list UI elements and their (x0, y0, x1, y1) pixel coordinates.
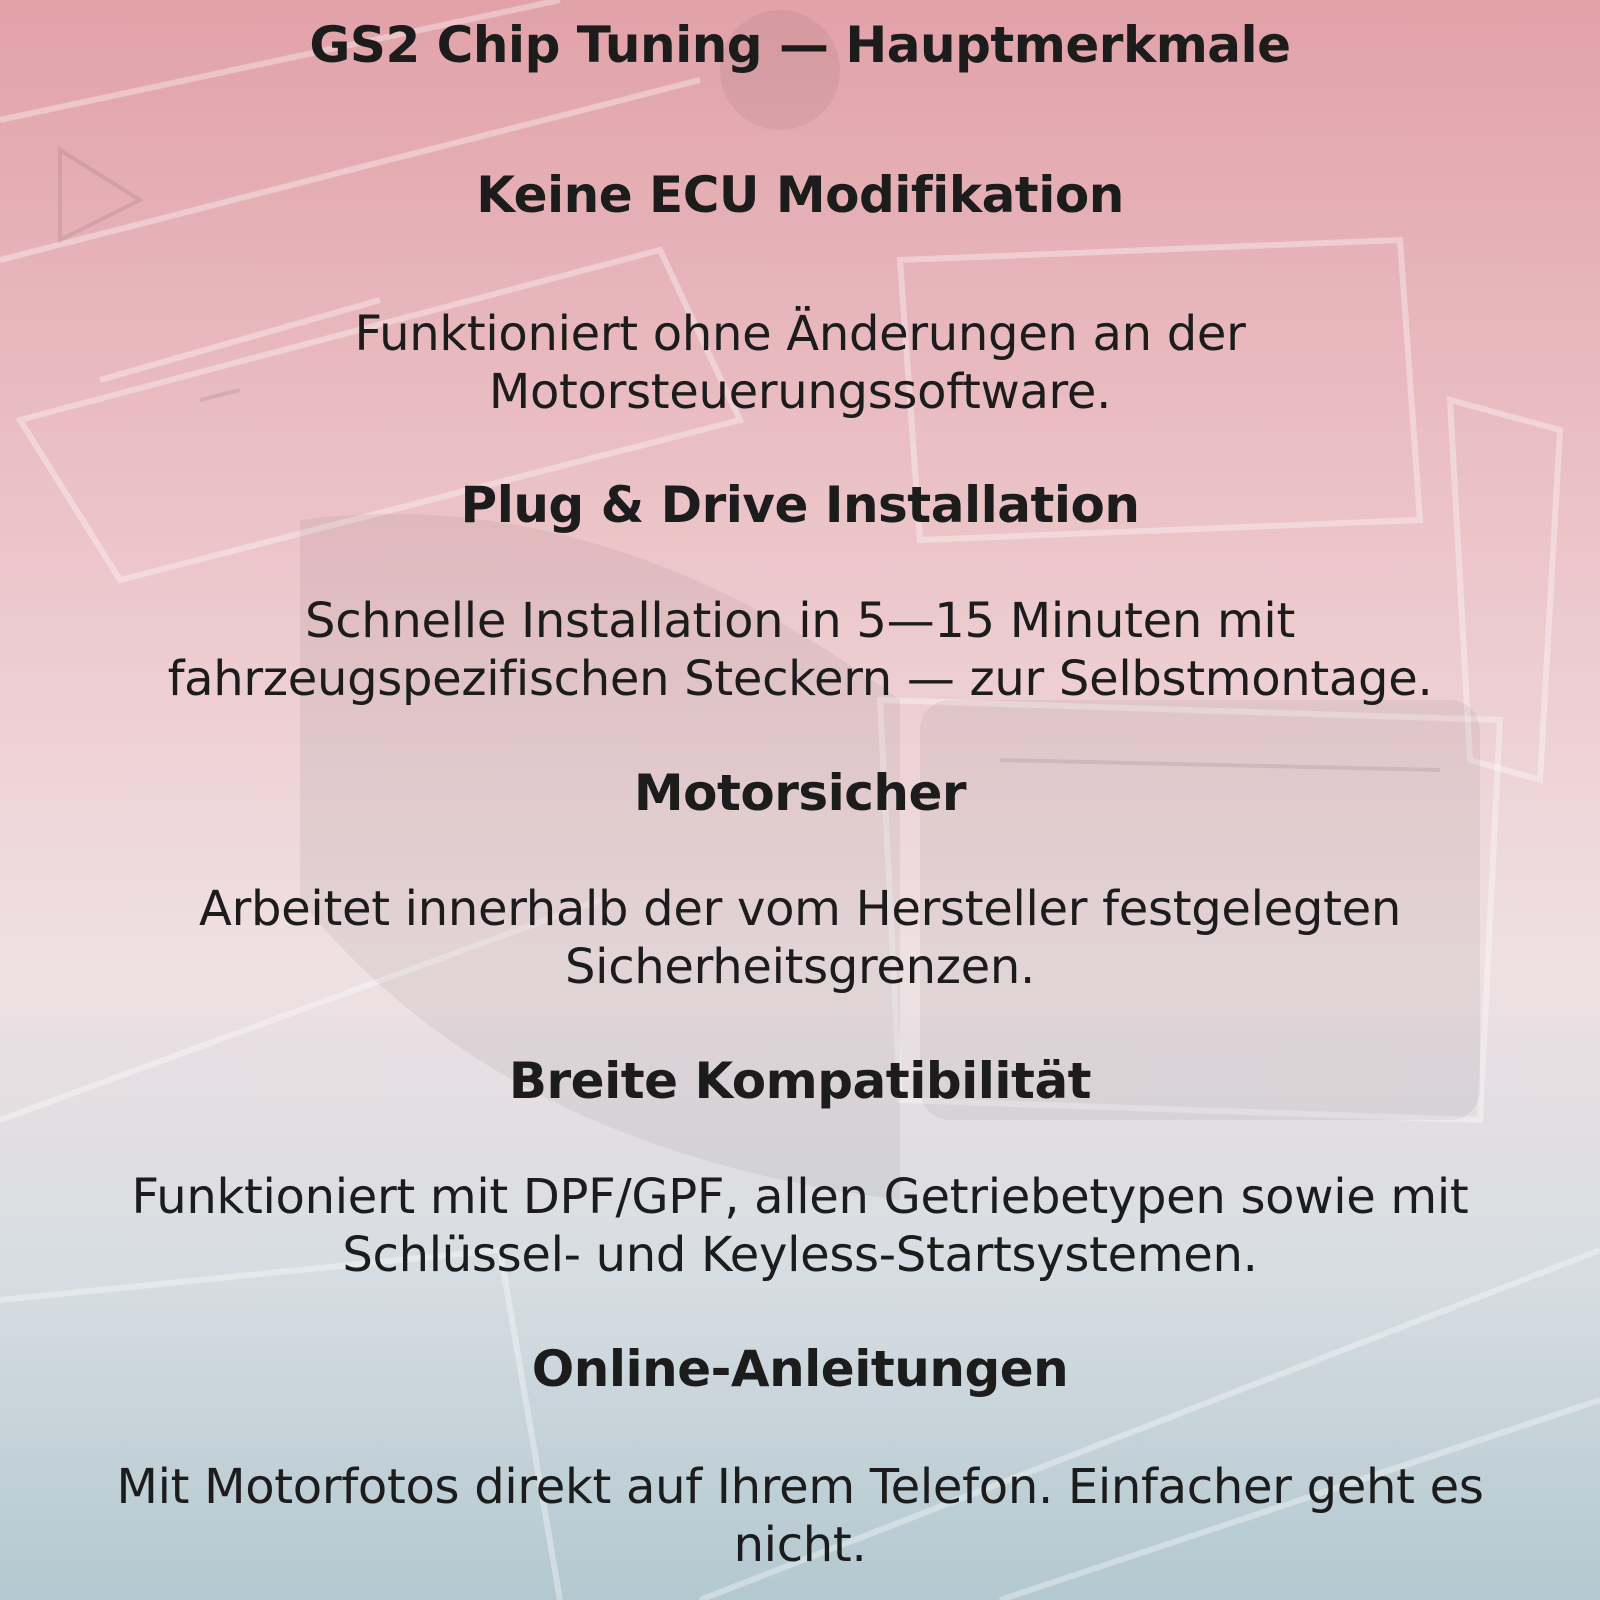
page-title: GS2 Chip Tuning — Hauptmerkmale (309, 16, 1291, 74)
feature-description-guides: Mit Motorfotos direkt auf Ihrem Telefon. Einfacher geht es nicht. (116, 1459, 1484, 1573)
feature-title-guides: Online-Anleitungen (531, 1340, 1069, 1398)
feature-description-motorsicher: Arbeitet innerhalb der vom Hersteller festgelegten Sicherheitsgrenzen. (199, 881, 1401, 995)
feature-description-installation: Schnelle Installation in 5—15 Minuten mit fahrzeugspezifischen Steckern — zur Selbstmontage. (167, 593, 1433, 707)
feature-title-compatibility: Breite Kompatibilität (508, 1052, 1092, 1110)
feature-title-installation: Plug & Drive Installation (460, 476, 1140, 534)
feature-description-compatibility: Funktioniert mit DPF/GPF, allen Getriebetypen sowie mit Schlüssel- und Keyless-Startsystemen. (131, 1169, 1469, 1283)
feature-title-ecu: Keine ECU Modifikation (476, 166, 1124, 224)
feature-title-motorsicher: Motorsicher (633, 764, 967, 822)
feature-description-ecu: Funktioniert ohne Änderungen an der Motorsteuerungssoftware. (354, 306, 1246, 420)
